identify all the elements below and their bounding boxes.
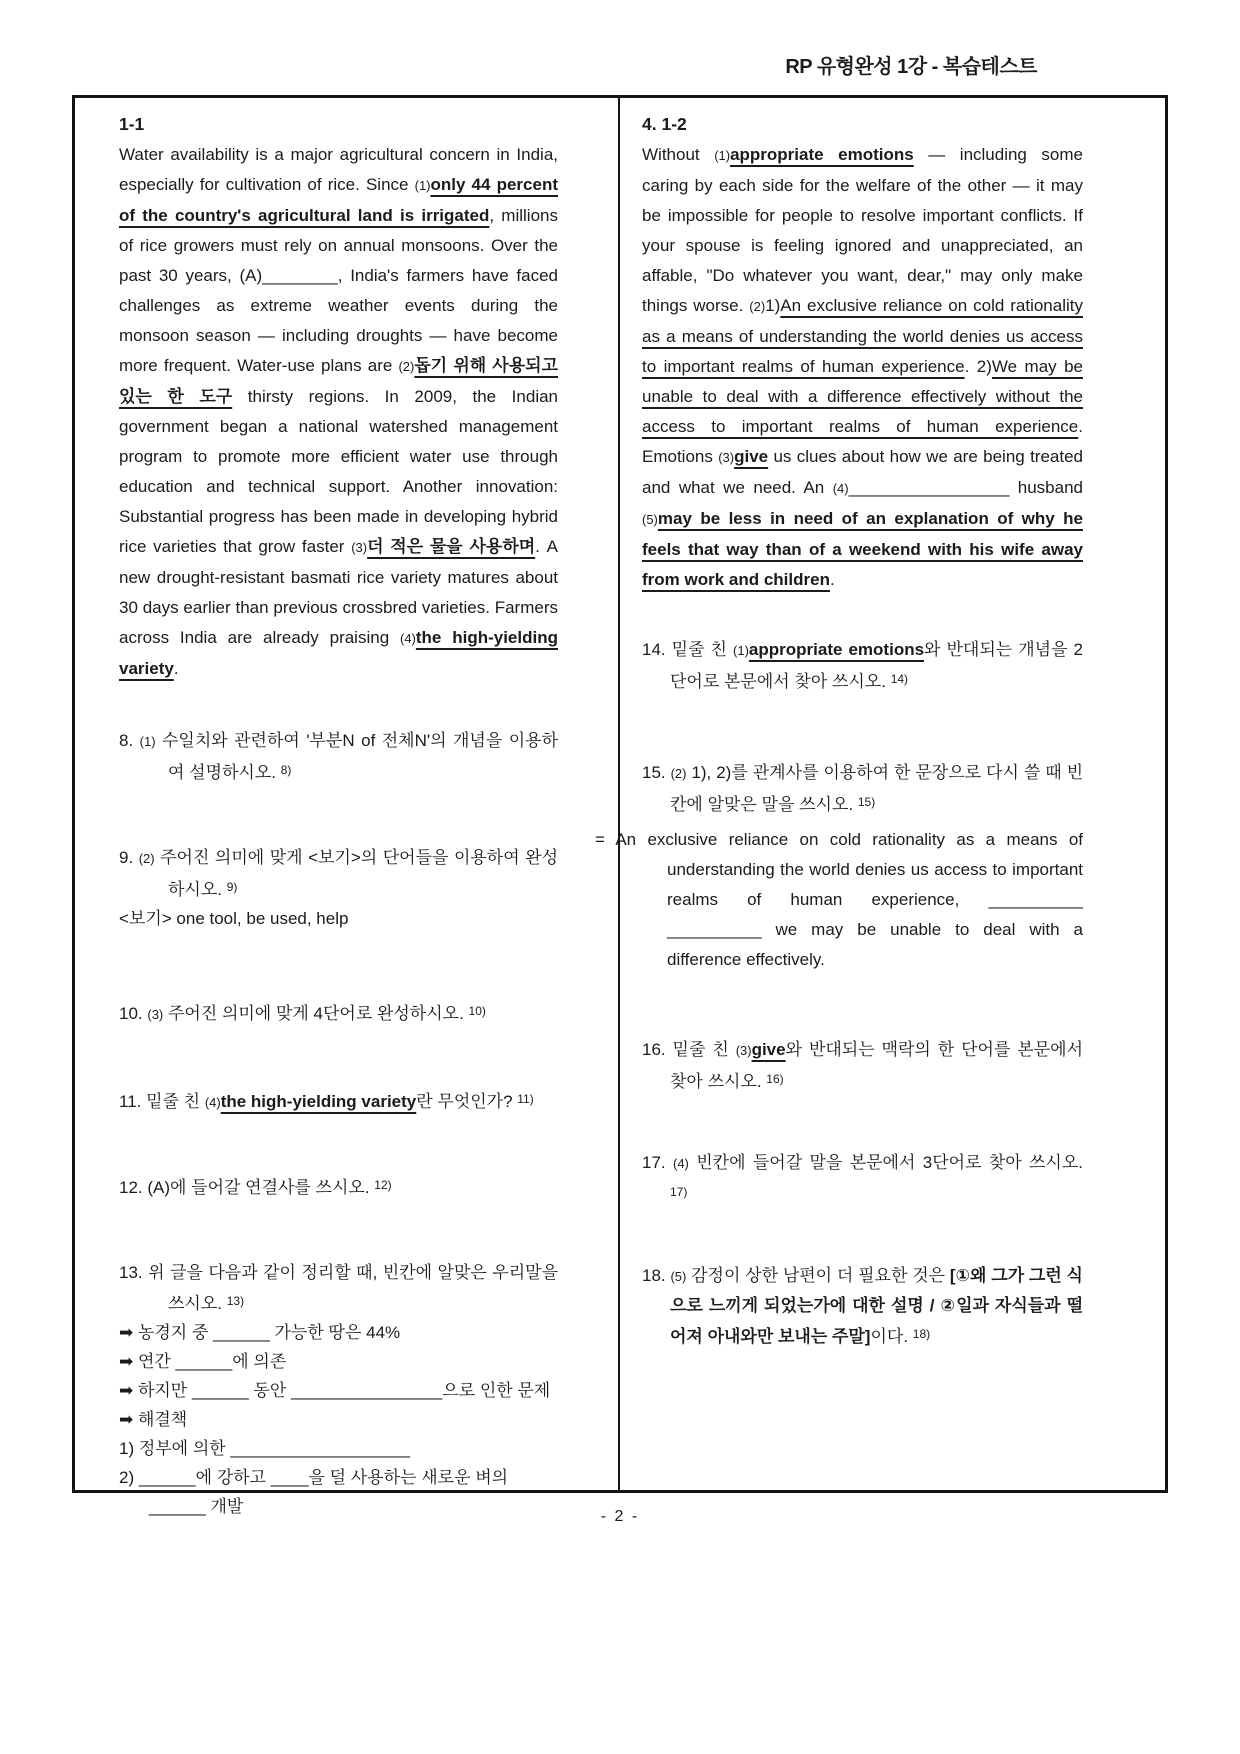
question-13-solution-2: 2) ______에 강하고 ____을 덜 사용하는 새로운 벼의 ______ 개발 <box>119 1468 509 1516</box>
passage-1-1-text: Water availability is a major agricultural concern in India, especially for cultivation of rice. Since (1)only 44 percent of the country's agricultural land is irrigated, millions of rice growers must rely on annual monsoons. Over the past 30 years, (A)________, India's farmers have faced challenges as extreme weather events during the monsoon season — including droughts — have become more frequent. Water-use plans are (2)돕기 위해 사용되고 있는 한 도구 thirsty regions. In 2009, the Indian government began a national watershed management program to promote more efficient water use through education and technical support. Another innovation: Substantial progress has been made in developing hybrid rice varieties that grow faster (3)더 적은 물을 사용하며. A new drought-resistant basmati rice variety matures about 30 days earlier than previous crossbred varieties. Farmers across India are already praising (4)the high-yielding variety. <box>119 145 559 678</box>
question-17: 17. (4) 빈칸에 들어갈 말을 본문에서 3단어로 찾아 쓰시오. $^{17)}$ <box>642 1153 1083 1199</box>
question-13-solution-1: 1) 정부에 의한 ___________________ <box>119 1439 411 1458</box>
question-9: 9. (2) 주어진 의미에 맞게 <보기>의 단어들을 이용하여 완성하시오. $^{9)}$ <box>119 848 559 899</box>
question-13-bullet-1: ➡ 농경지 중 ______ 가능한 땅은 44% <box>119 1323 401 1342</box>
question-13-bullet-3: ➡ 하지만 ______ 동안 ________________으로 인한 문제 <box>119 1381 551 1400</box>
question-13-bullet-2: ➡ 연간 ______에 의존 <box>119 1352 287 1371</box>
passage-4-1-2-text: Without (1)appropriate emotions — including some caring by each side for the welfare of the other — it may be impossible for people to resolve important conflicts. If your spouse is feeling ignored and unappreciated, an affable, "Do whatever you want, dear," may only make things worse. (2)1)An exclusive reliance on cold rationality as a means of understanding the world denies us access to important realms of human experience. 2)We may be unable to deal with a difference effectively without the access to important realms of human experience. Emotions (3)give us clues about how we are being treated and what we need. An (4)_________________ husband (5)may be less in need of an explanation of why he feels that way than of a weekend with his wife away from work and children. <box>642 145 1084 589</box>
passage-1-1-heading: 1-1 <box>119 114 145 134</box>
question-15: 15. (2) 1), 2)를 관계사를 이용하여 한 문장으로 다시 쓸 때 빈칸에 알맞은 말을 쓰시오. $^{15)}$ <box>642 763 1083 814</box>
question-8: 8. (1) 수일치와 관련하여 '부분N of 전체N'의 개념을 이용하여 설명하시오. $^{8)}$ <box>119 731 558 782</box>
page-title: RP 유형완성 1강 - 복습테스트 <box>785 56 1037 78</box>
worksheet-frame <box>72 95 1168 1516</box>
question-12: 12. (A)에 들어갈 연결사를 쓰시오. $^{12)}$ <box>119 1178 392 1197</box>
right-column <box>595 98 1165 1490</box>
question-18: 18. (5) 감정이 상한 남편이 더 필요한 것은 [①왜 그가 그런 식으로 느끼게 되었는가에 대한 설명 / ②일과 자식들과 떨어져 아내와만 보내는 주말]이다. $^{18)}$ <box>642 1266 1083 1346</box>
left-column <box>75 98 620 1516</box>
page-number: - 2 - <box>600 1508 640 1525</box>
question-10: 10. (3) 주어진 의미에 맞게 4단어로 완성하시오. $^{10)}$ <box>119 1004 486 1023</box>
question-15-rewrite-sentence: = An exclusive reliance on cold rationality as a means of understanding the world denies us access to important realms of human experience, __________ __________ we may be unable to deal with a difference effectively. <box>595 830 1083 969</box>
question-9-word-bank: <보기> one tool, be used, help <box>119 909 349 928</box>
question-13-bullet-4: ➡ 해결책 <box>119 1410 188 1429</box>
page-header <box>0 0 1240 79</box>
question-14: 14. 밑줄 친 (1)appropriate emotions와 반대되는 개념을 2단어로 본문에서 찾아 쓰시오. $^{14)}$ <box>642 640 1083 691</box>
question-11: 11. 밑줄 친 (4)the high-yielding variety란 무엇인가? $^{11)}$ <box>119 1092 534 1111</box>
question-13: 13. 위 글을 다음과 같이 정리할 때, 빈칸에 알맞은 우리말을 쓰시오. $^{13)}$ <box>119 1263 558 1313</box>
question-16: 16. 밑줄 친 (3)give와 반대되는 맥락의 한 단어를 본문에서 찾아 쓰시오. $^{16)}$ <box>642 1040 1083 1091</box>
passage-4-1-2-heading: 4. 1-2 <box>642 114 687 134</box>
